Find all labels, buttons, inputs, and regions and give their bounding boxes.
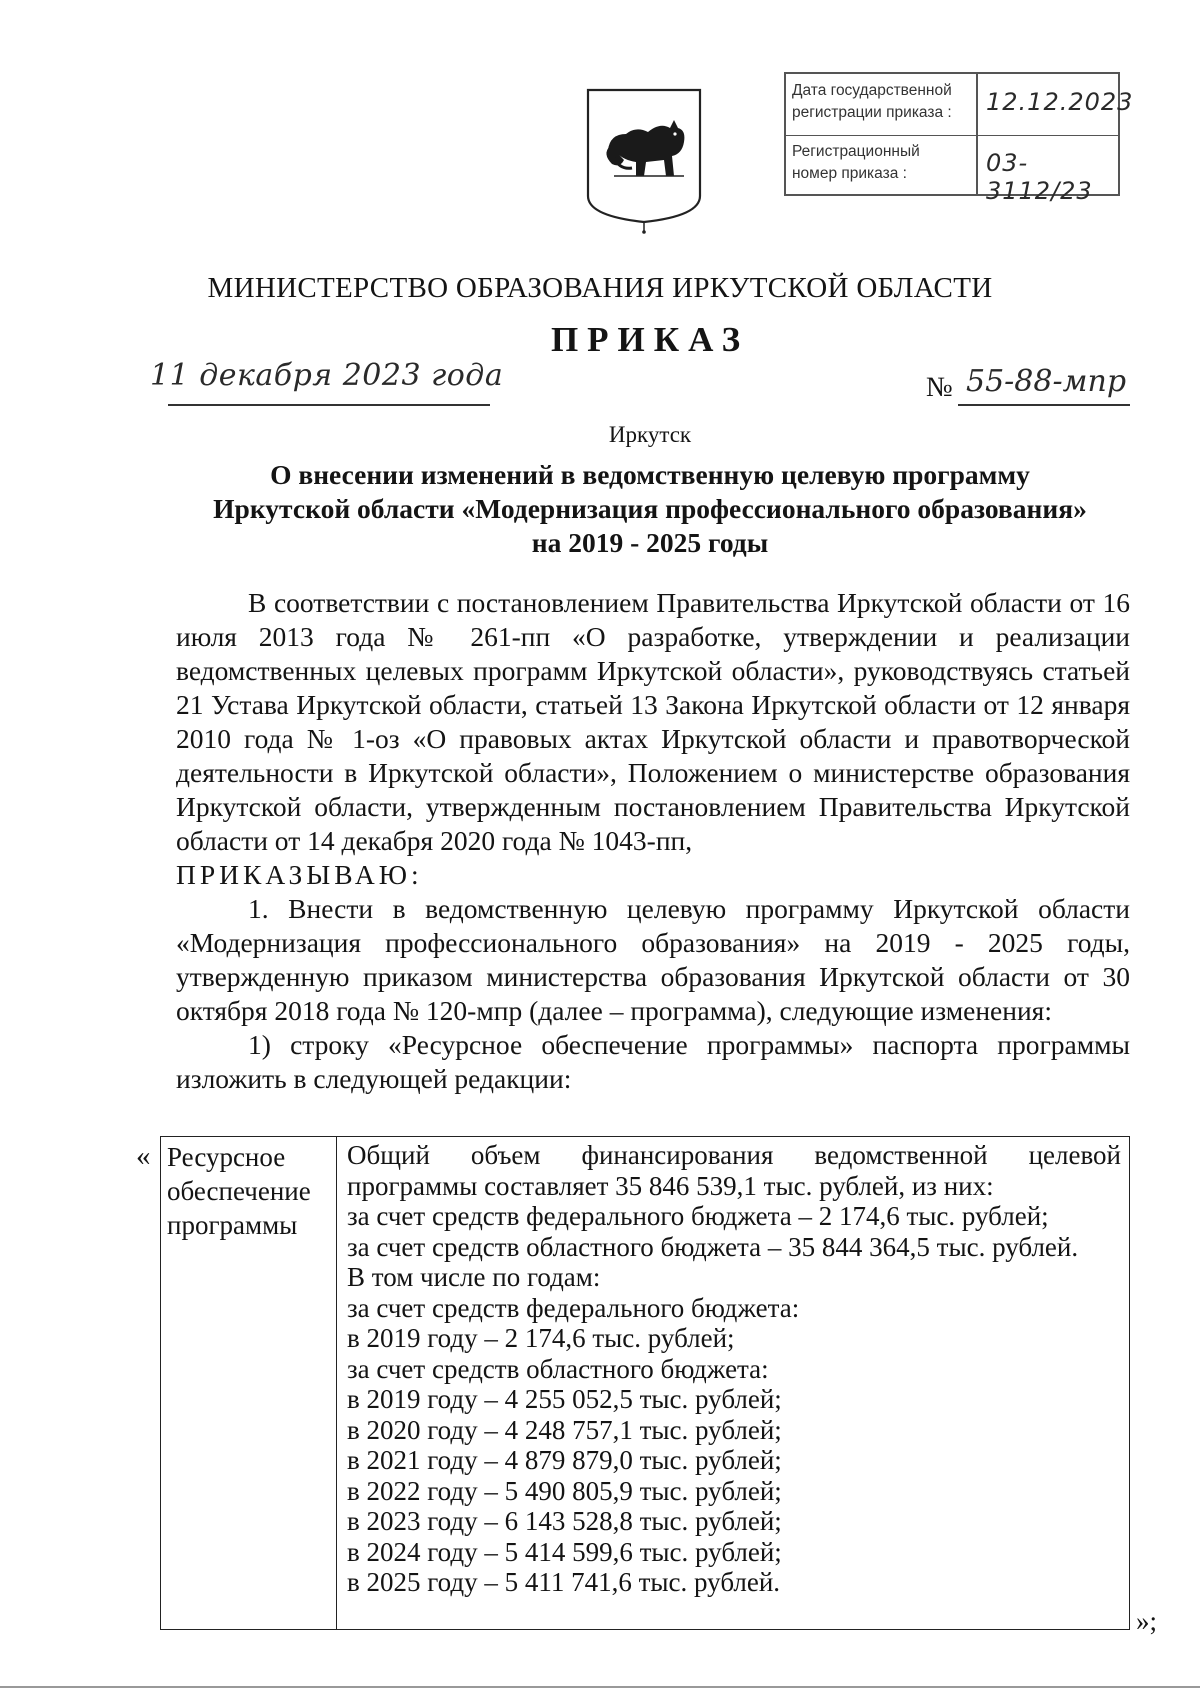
table-line: Общий объем финансирования ведомственной целевой <box>347 1140 1121 1170</box>
stamp-separator <box>976 135 978 196</box>
order-number: 55-88-мпр <box>966 364 1127 399</box>
open-quote: « <box>136 1140 151 1172</box>
table-line: в 2022 году – 5 490 805,9 тыс. рублей; <box>347 1475 782 1506</box>
table-line: в 2021 году – 4 879 879,0 тыс. рублей; <box>347 1445 782 1475</box>
preamble: В соответствии с постановлением Правительства Иркутской области от 16 июля 2013 года № 261-пп «О разработке, утверждении и реализации ведомственных целевых программ Иркутской области», руководствуясь статьей 21 Устава Иркутской области, статьей 13 Закона Иркутской области от 12 января 2010 года № 1-оз «О правовых актах Иркутской области и правотворческой деятельности в Иркутской области», Положением о министерстве образования Иркутской области, утвержденным постановлением Правительства Иркутской области от 14 декабря 2020 года № 1043-пп, <box>176 587 1130 856</box>
table-line: за счет средств областного бюджета: <box>347 1353 769 1384</box>
table-line: в 2024 году – 5 414 599,6 тыс. рублей; <box>347 1536 782 1567</box>
resource-table <box>160 1136 1130 1630</box>
city: Иркутск <box>608 422 692 447</box>
table-line: В том числе по годам: <box>347 1262 601 1292</box>
stamp-number-value: 03-3112/23 <box>986 149 1093 205</box>
order-body <box>176 586 1130 1096</box>
table-right-cell <box>337 1137 1129 1598</box>
table-line: в 2019 году – 2 174,6 тыс. рублей; <box>347 1323 735 1353</box>
stamp-date-value: 12.12.2023 <box>986 88 1134 116</box>
page-bottom-line <box>0 1686 1200 1688</box>
stamp-date-label: Дата государственной регистрации приказа : <box>792 82 952 121</box>
table-line: за счет средств федерального бюджета – 2 174,6 тыс. рублей; <box>347 1201 1049 1231</box>
table-line: в 2020 году – 4 248 757,1 тыс. рублей; <box>347 1414 782 1445</box>
stamp-separator <box>976 74 978 135</box>
date-underline <box>168 404 490 406</box>
table-line: за счет средств федерального бюджета: <box>347 1292 800 1323</box>
document-type: ПРИКАЗ <box>550 320 750 359</box>
order-title: О внесении изменений в ведомственную целевую программу Иркутской области «Модернизация профессионального образования» на 2019 - 2025 годы <box>213 459 1087 558</box>
table-line: программы составляет 35 846 539,1 тыс. рублей, из них: <box>347 1170 994 1201</box>
registration-stamp <box>784 72 1134 205</box>
table-line: в 2023 году – 6 143 528,8 тыс. рублей; <box>347 1506 782 1536</box>
close-quote: »; <box>1136 1606 1158 1636</box>
number-underline <box>958 404 1130 406</box>
order-date: 11 декабря 2023 года <box>150 358 504 393</box>
coat-of-arms-icon <box>574 84 714 234</box>
stamp-number-row <box>786 135 1118 205</box>
order-number-prefix: № <box>926 372 953 403</box>
order-word: ПРИКАЗЫВАЮ: <box>176 859 423 890</box>
table-line: в 2019 году – 4 255 052,5 тыс. рублей; <box>347 1384 782 1414</box>
stamp-number-label: Регистрационный номер приказа : <box>792 143 920 182</box>
ministry-name: МИНИСТЕРСТВО ОБРАЗОВАНИЯ ИРКУТСКОЙ ОБЛАСТИ <box>207 272 993 304</box>
table-line: за счет средств областного бюджета – 35 844 364,5 тыс. рублей. <box>347 1231 1079 1262</box>
table-left-cell: Ресурсное обеспечение программы <box>161 1137 337 1629</box>
table-line: в 2025 году – 5 411 741,6 тыс. рублей. <box>347 1567 781 1597</box>
item-1: 1. Внести в ведомственную целевую программу Иркутской области «Модернизация профессионального образования» на 2019 - 2025 годы, утвержденную приказом министерства образования Иркутской области от 30 октября 2018 года № 120-мпр (далее – программа), следующие изменения: <box>176 893 1130 1026</box>
item-1-1: 1) строку «Ресурсное обеспечение программы» паспорта программы изложить в следующей редакции: <box>176 1029 1130 1094</box>
stamp-date-row <box>786 74 1134 136</box>
